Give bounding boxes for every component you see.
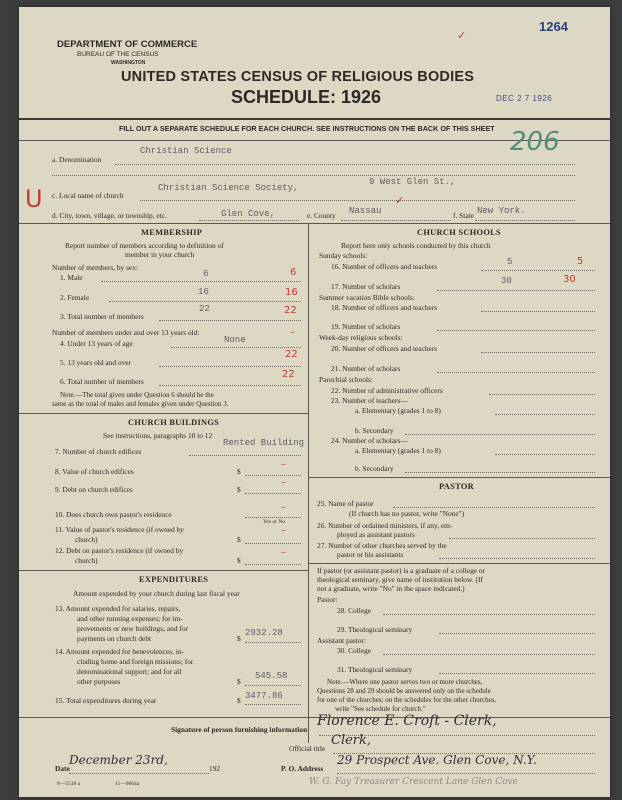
signature-value: Florence E. Croft - Clerk, [317,713,497,729]
q11-label-b: church) [75,535,98,544]
q12-label-b: church) [75,556,98,565]
pastor-rule [308,477,610,478]
q23b-label: b. Secondary [355,426,394,435]
q16-value: 5 [507,257,513,267]
print-code-1: 8—5518 a [57,781,81,787]
q8-line [245,475,301,476]
q15-rule [245,704,301,705]
q9-dollar: $ [237,485,241,494]
state-line [475,220,575,221]
red-check-county: ✓ [395,194,405,207]
q14-line-a: 14. Amount expended for benevolences, in- [55,647,185,656]
buildings-title: CHURCH BUILDINGS [128,418,220,427]
q22-label: 22. Number of administrative officers [331,386,443,395]
q3-line [159,320,301,321]
schedule-title: SCHEDULE: 1926 [231,87,382,107]
q26-rule [449,538,595,539]
pastor-note-4: write "See schedule for church." [335,705,426,713]
q25-label: 25. Name of pastor [317,499,374,508]
q20-label: 20. Number of officers and teachers [331,344,438,353]
q17-check: 30 [563,274,576,285]
q29-label: 29. Theological seminary [337,625,413,634]
q25-line [393,507,595,508]
red-check-top: ✓ [457,29,467,42]
header-rule-top [19,118,610,120]
q24a-label: a. Elementary (grades 1 to 8) [355,446,441,455]
q11-dash: – [281,525,286,536]
u-mark: U [25,185,43,213]
q21-label: 21. Number of scholars [331,364,401,373]
q27-rule [439,558,595,559]
membership-intro-2: member in your church [125,250,195,259]
pastor-note-1: Note.—Where one pastor serves two or more churches, [327,678,483,686]
denomination-line [115,164,575,165]
hand-number: 206 [510,127,560,157]
q19-label: 19. Number of scholars [331,322,401,331]
q8-label: 8. Value of church edifices [55,467,134,476]
q5-line [159,366,301,367]
q1-line [101,281,301,282]
q9-label: 9. Debt on church edifices [55,485,133,494]
footer-rule [19,717,610,718]
membership-note-1: Note.—The total given under Question 6 should be the [60,391,214,399]
q1-value: 6 [203,269,209,279]
city-field-label: d. City, town, village, or township, etc. [52,211,167,220]
q23a-line [495,414,595,415]
po-address-line [337,773,595,774]
q11-dollar: $ [237,535,241,544]
q17-value: 30 [501,276,512,286]
q3-check: 22 [284,305,297,316]
membership-title: MEMBERSHIP [141,228,203,237]
expenditures-rule [19,570,308,571]
q15-dollar: $ [237,696,241,705]
q3-value: 22 [199,304,210,314]
q13-line-c: provements or new buildings; and for [77,624,189,633]
date-line [69,773,209,774]
q16-line [481,270,595,271]
po-address-label: P. O. Address [281,764,324,773]
denomination-line-2 [52,175,575,176]
schools-title: CHURCH SCHOOLS [417,228,502,237]
q29-line [439,633,595,634]
instruction-banner: FILL OUT A SEPARATE SCHEDULE FOR EACH CHURCH. SEE INSTRUCTIONS ON THE BACK OF THIS SHEET [119,124,495,133]
q12-dash: – [281,547,286,558]
county-label: e. County [307,211,336,220]
q2-check: 16 [285,287,298,298]
q9-line [245,493,301,494]
q24a-line [495,454,595,455]
q8-dollar: $ [237,467,241,476]
buildings-intro: See instructions, paragraphs 10 to 12 [103,431,213,440]
graduate-text-2: theological seminary, give name of institution below. (If [317,575,483,584]
q13-value: 2932.28 [245,628,283,638]
q27-line-b: pastor or his assistants [337,550,404,559]
q4-value: None [224,335,246,345]
q31-line [439,673,595,674]
official-title-label: Official title [289,744,326,753]
q4-label: 4. Under 13 years of age [60,339,133,348]
q7-label: 7. Number of church edifices [55,447,142,456]
expenditures-intro: Amount expended by your church during last fiscal year [73,589,240,598]
q17-line [437,290,595,291]
church-address-value: 9 West Glen St., [369,177,456,187]
q1-label: 1. Male [60,273,83,282]
q13-dollar: $ [237,634,241,643]
q5-label: 5. 13 years old and over [60,358,132,367]
q25-note: (If church has no pastor, write "None") [349,509,465,518]
q12-label-a: 12. Debt on pastor's residence (if owned by [55,546,184,555]
q10-hint: Yes or No [263,519,286,525]
q18-line [481,311,595,312]
church-name-value: Christian Science Society, [158,183,299,193]
assistant-subhead: Assistant pastor: [317,636,367,645]
schools-intro: Report here only schools conducted by this church [341,241,491,250]
q5-check: 22 [285,349,298,360]
church-name-line [140,200,575,201]
date-year: 192 [209,764,221,773]
county-line [341,220,451,221]
q4-line [171,347,301,348]
q15-label: 15. Total expenditures during year [55,696,157,705]
q14-line-c: denominational support; and for all [77,667,182,676]
q18-label: 18. Number of officers and teachers [331,303,438,312]
county-value: Nassau [349,206,382,216]
column-divider [308,223,309,743]
q26-line-b: ployed as assistant pastors [337,530,415,539]
q15-value: 3477.86 [245,691,283,701]
q10-line [245,517,301,518]
q1-check: 6 [290,267,297,278]
graduate-text-1: If pastor (or assistant pastor) is a graduate of a college or [317,566,486,575]
q11-line [245,543,301,544]
sections-top-rule [19,223,610,224]
q6-line [159,385,301,386]
q30-line [383,654,595,655]
age-intro-label: Number of members under and over 13 years old: [52,328,200,337]
q21-line [437,372,595,373]
q2-line [109,301,301,302]
q2-value: 16 [198,287,209,297]
q6-label: 6. Total number of members [60,377,144,386]
pastor-note-3: for one of the churches; on the schedules for the other churches, [317,696,497,704]
q28-label: 28. College [337,606,372,615]
city-field-line [199,220,299,221]
q14-rule [245,685,301,686]
q8-dash: – [281,459,286,470]
q13-line-b: and other running expenses; for im- [77,614,183,623]
q20-line [481,352,595,353]
q7-value: Rented Building [223,438,305,448]
graduate-rule [308,563,610,564]
q17-label: 17. Number of scholars [331,282,401,291]
treasurer-note: W. G. Fay Treasurer Crescent Lane Glen Cove [309,777,519,787]
pastor-title: PASTOR [439,482,474,491]
doc-number: 1264 [539,19,568,34]
q14-value: 545.58 [255,671,288,681]
q7-line [189,455,301,456]
city-field-value: Glen Cove, [221,209,276,219]
q11-label-a: 11. Value of pastor's residence (if owned by [55,525,184,534]
q6-check: 22 [282,369,295,380]
q23a-label: a. Elementary (grades 1 to 8) [355,406,441,415]
q24-label: 24. Number of scholars— [331,436,408,445]
po-address-value: 29 Prospect Ave. Glen Cove, N.Y. [337,753,537,767]
denomination-value: Christian Science [140,146,232,156]
church-name-label: c. Local name of church [52,191,124,200]
q10-label: 10. Does church own pastor's residence [55,510,172,519]
state-value: New York. [477,206,526,216]
q9-dash: – [281,477,286,488]
q13-rule [245,642,301,643]
membership-intro-1: Report number of members according to definition of [65,241,224,250]
q31-label: 31. Theological seminary [337,665,413,674]
expenditures-title: EXPENDITURES [139,575,209,584]
form-title: UNITED STATES CENSUS OF RELIGIOUS BODIES [121,69,475,85]
parochial-label: Parochial schools: [319,375,373,384]
city-label: WASHINGTON [111,60,146,66]
membership-note-2: same as the total of males and females given under Question 3. [52,400,229,408]
q4-dash: – [290,327,295,338]
summer-label: Summer vacation Bible schools: [319,293,415,302]
q26-line-a: 26. Number of ordained ministers, if any, em- [317,521,453,530]
q24b-label: b. Secondary [355,464,394,473]
q22-line [489,394,595,395]
print-code-2: 11—9064a [115,781,140,787]
date-label: Date [55,764,70,773]
q12-line [245,564,301,565]
date-value: December 23rd, [69,753,168,767]
pastor-subhead: Pastor: [317,595,338,604]
graduate-text-3: not a graduate, write "No" in the space indicated.) [317,584,465,593]
q24b-line [405,472,595,473]
bureau-label: BUREAU OF THE CENSUS [77,51,159,58]
weekday-label: Week-day religious schools: [319,333,403,342]
by-sex-label: Number of members, by sex: [52,263,138,272]
q14-line-d: other purposes [77,677,121,686]
q13-line-a: 13. Amount expended for salaries, repairs, [55,604,181,613]
q2-label: 2. Female [60,293,90,302]
q16-check: 5 [577,256,584,267]
pastor-note-2: Questions 28 and 29 should be answered only on the schedule [317,687,491,695]
q12-dollar: $ [237,556,241,565]
q23-label: 23. Number of teachers— [331,396,408,405]
q16-label: 16. Number of officers and teachers [331,262,438,271]
received-stamp: DEC 2 7 1926 [496,94,553,103]
q14-line-b: cluding home and foreign missions; for [77,657,194,666]
denomination-label: a. Denomination [52,155,102,164]
q19-line [437,330,595,331]
official-title-value: Clerk, [331,733,372,748]
census-schedule-page [19,7,610,797]
q14-dollar: $ [237,677,241,686]
q10-dash: – [281,502,286,513]
q23b-line [405,434,595,435]
buildings-rule [19,413,308,414]
signature-label: Signature of person furnishing information [171,725,308,734]
q28-line [383,614,595,615]
q27-line-a: 27. Number of other churches served by the [317,541,447,550]
sunday-label: Sunday schools: [319,251,368,260]
q30-label: 30. College [337,646,372,655]
state-label: f. State [453,211,474,220]
dept-label: DEPARTMENT OF COMMERCE [57,39,198,50]
q13-line-d: payments on church debt [77,634,152,643]
q3-label: 3. Total number of members [60,312,144,321]
